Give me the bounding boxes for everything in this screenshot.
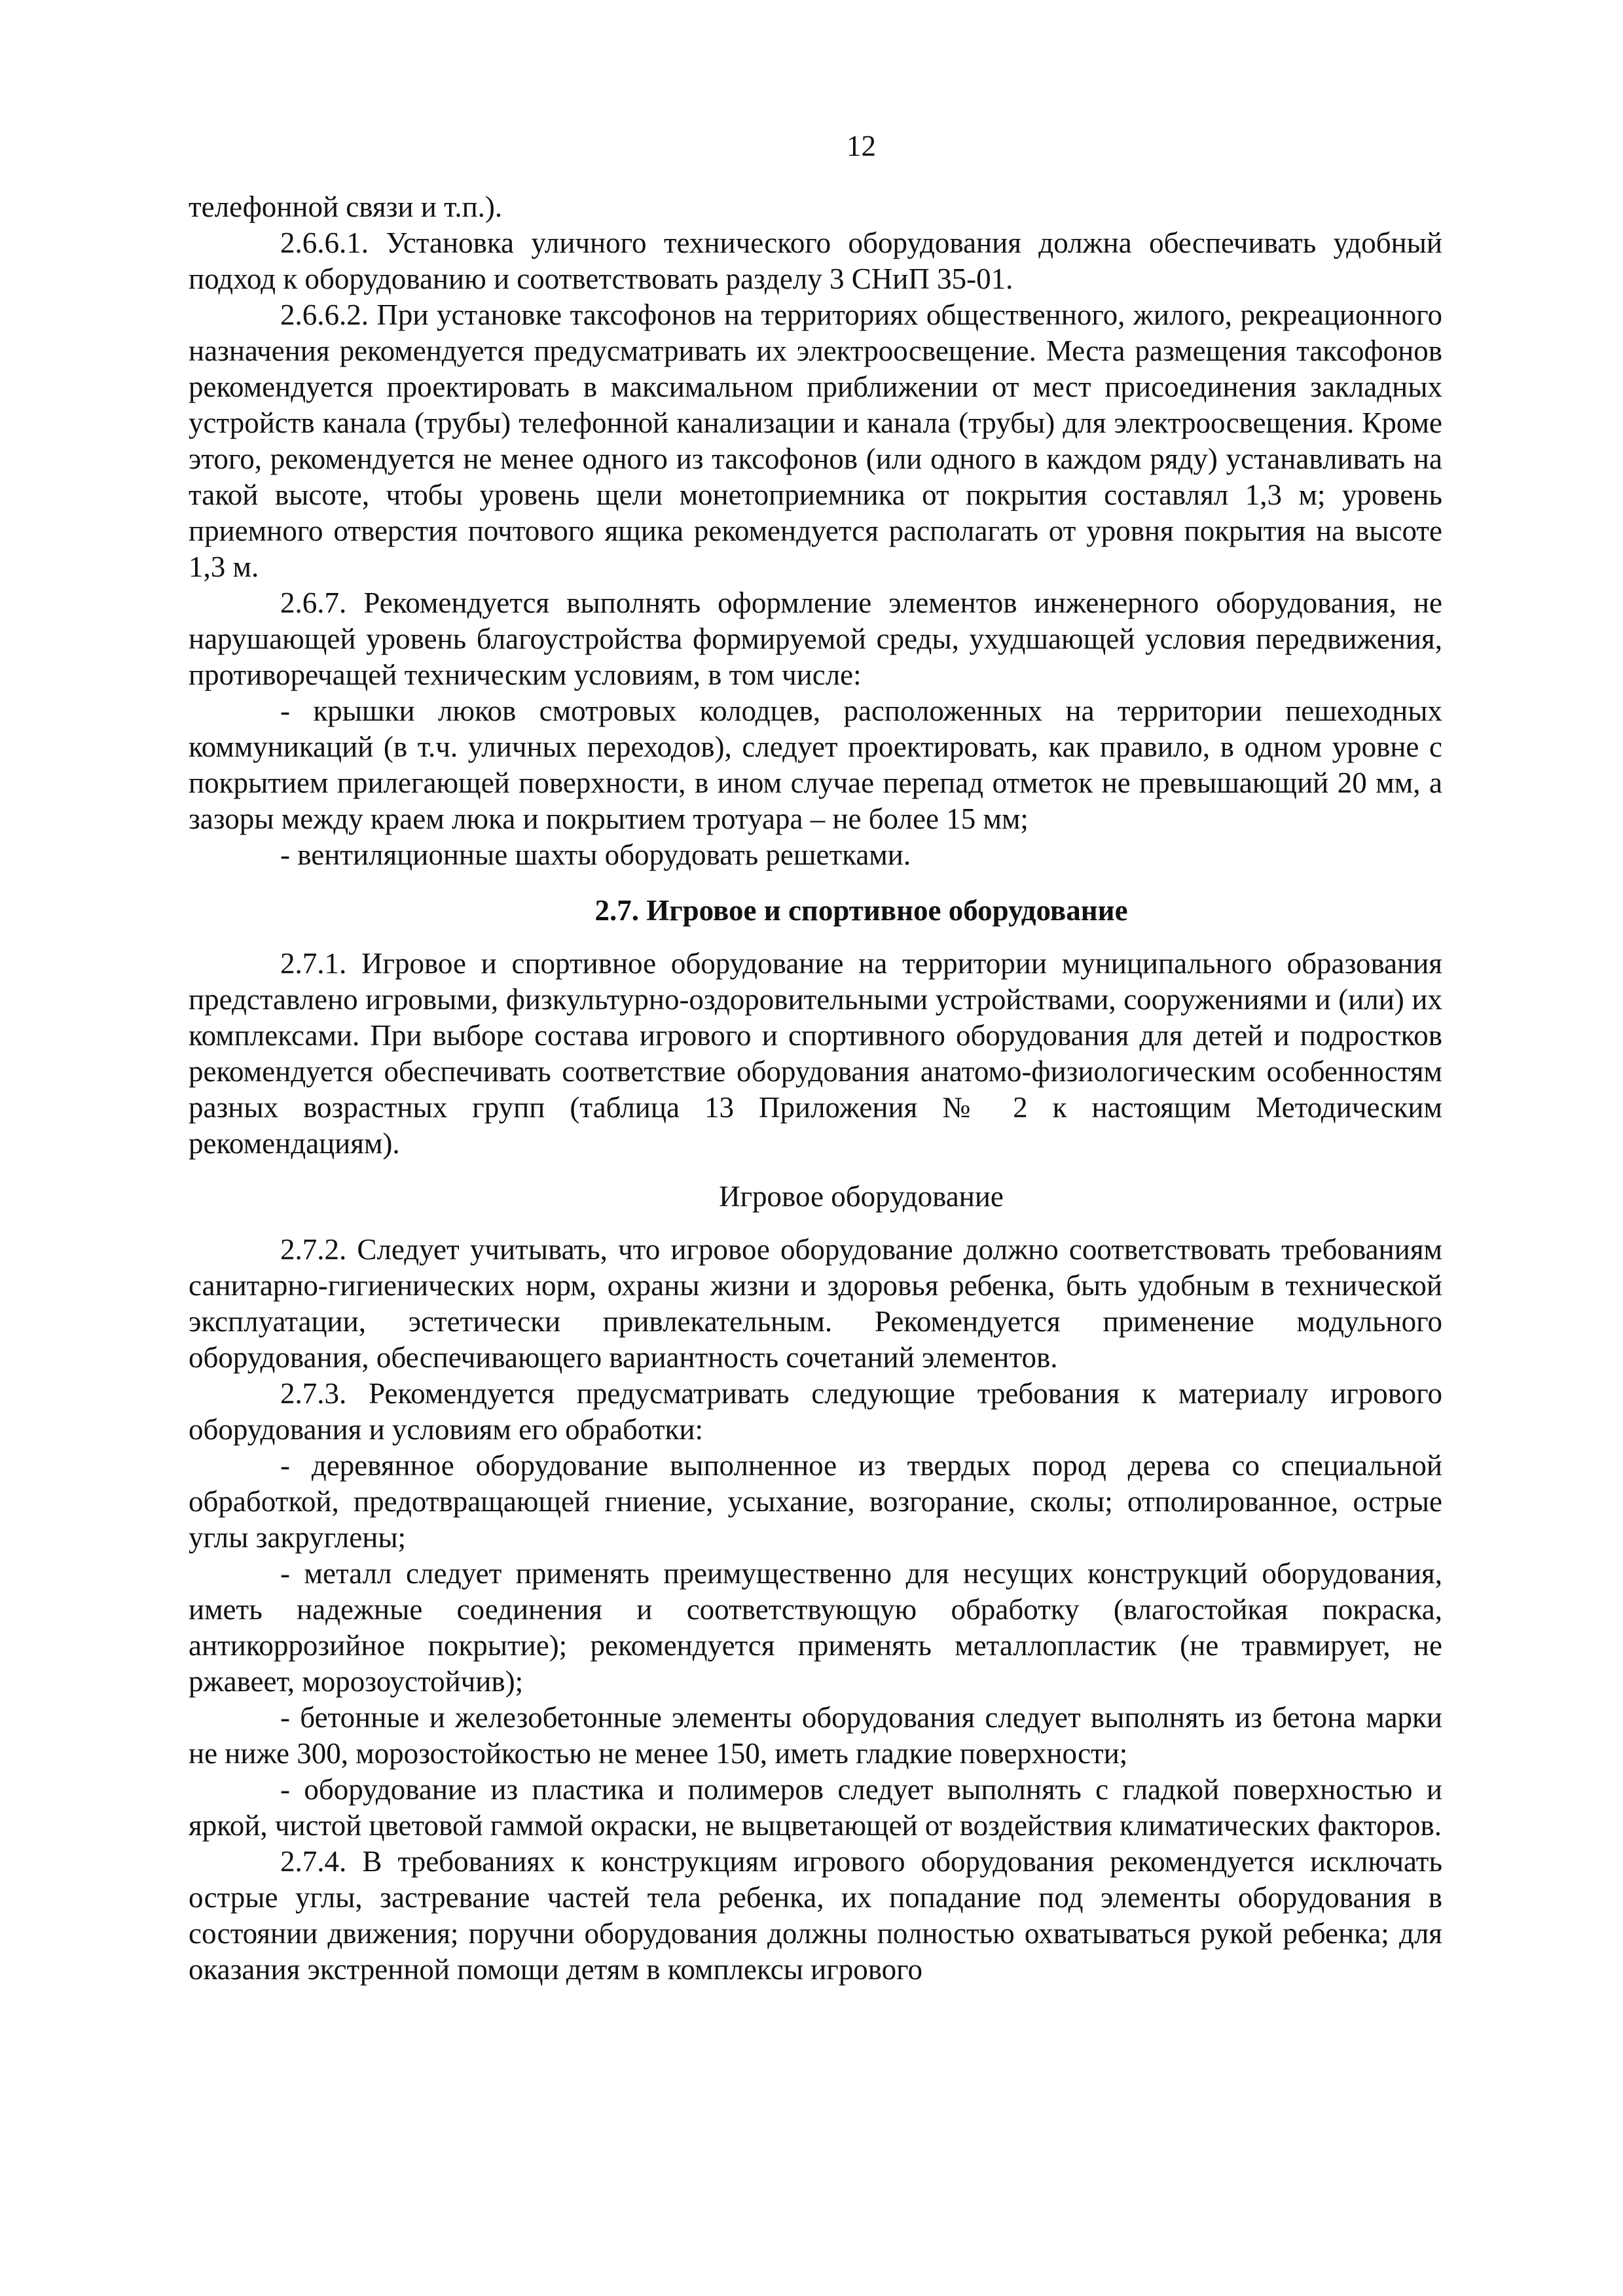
subsection-heading-play-equipment: Игровое оборудование [719, 1180, 1004, 1213]
paragraph-2-6-6-1: 2.6.6.1. Установка уличного технического оборудования должна обеспечивать удобный подход к оборудованию и соответствовать разделу 3 СНиП 35-01. [189, 226, 1442, 295]
list-item-wooden-equipment: - деревянное оборудование выполненное из твердых пород дерева со специальной обработкой, предотвращающей гниение, усыхание, возгорание, сколы; отполированное, острые углы закруглены; [189, 1449, 1442, 1554]
list-item-metal: - металл следует применять преимущественно для несущих конструкций оборудования, иметь надежные соединения и соответствующую обработку (влагостойкая покраска, антикоррозийное покрытие); рекомендуется применять металлопластик (не травмирует, не ржавеет, морозоустойчив); [189, 1557, 1442, 1698]
paragraph-2-7-1: 2.7.1. Игровое и спортивное оборудование на территории муниципального образования представлено игровыми, физкультурно-оздоровительными устройствами, сооружениями и (или) их комплексами. При выборе состава игрового и спортивного оборудования для детей и подростков рекомендуется обеспечивать соответствие оборудования анатомо-физиологическим особенностям разных возрастных групп (таблица 13 Приложения № 2 к настоящим Методическим рекомендациям). [189, 947, 1442, 1160]
page-number: 12 [847, 130, 876, 162]
paragraph-continuation: телефонной связи и т.п.). [189, 190, 503, 223]
list-item-concrete: - бетонные и железобетонные элементы оборудования следует выполнять из бетона марки не ниже 300, морозостойкостью не менее 150, иметь гладкие поверхности; [189, 1701, 1442, 1770]
list-item-plastic: - оборудование из пластика и полимеров следует выполнять с гладкой поверхностью и яркой, чистой цветовой гаммой окраски, не выцветающей от воздействия климатических факторов. [189, 1773, 1442, 1842]
paragraph-2-7-3: 2.7.3. Рекомендуется предусматривать следующие требования к материалу игрового оборудования и условиям его обработки: [189, 1377, 1442, 1446]
paragraph-2-6-6-2: 2.6.6.2. При установке таксофонов на территориях общественного, жилого, рекреационного назначения рекомендуется предусматривать их электроосвещение. Места размещения таксофонов рекомендуется проектировать в максимальном приближении от мест присоединения закладных устройств канала (трубы) телефонной канализации и канала (трубы) для электроосвещения. Кроме этого, рекомендуется не менее одного из таксофонов (или одного в каждом ряду) устанавливать на такой высоте, чтобы уровень щели монетоприемника от покрытия составлял 1,3 м; уровень приемного отверстия почтового ящика рекомендуется располагать от уровня покрытия на высоте 1,3 м. [189, 298, 1442, 583]
list-item-ventilation-shafts: - вентиляционные шахты оборудовать решетками. [280, 838, 911, 871]
list-item-manhole-covers: - крышки люков смотровых колодцев, расположенных на территории пешеходных коммуникаций (в т.ч. уличных переходов), следует проектировать, как правило, в одном уровне с покрытием прилегающей поверхности, в ином случае перепад отметок не превышающий 20 мм, а зазоры между краем люка и покрытием тротуара – не более 15 мм; [189, 694, 1442, 835]
paragraph-2-6-7: 2.6.7. Рекомендуется выполнять оформление элементов инженерного оборудования, не нарушающей уровень благоустройства формируемой среды, ухудшающей условия передвижения, противоречащей техническим условиям, в том числе: [189, 586, 1442, 691]
document-page [189, 128, 1442, 1988]
section-heading-2-7: 2.7. Игровое и спортивное оборудование [594, 894, 1128, 927]
paragraph-2-7-4: 2.7.4. В требованиях к конструкциям игрового оборудования рекомендуется исключать острые углы, застревание частей тела ребенка, их попадание под элементы оборудования в состоянии движения; поручни оборудования должны полностью охватываться рукой ребенка; для оказания экстренной помощи детям в комплексы игрового [189, 1845, 1442, 1986]
paragraph-2-7-2: 2.7.2. Следует учитывать, что игровое оборудование должно соответствовать требованиям санитарно-гигиенических норм, охраны жизни и здоровья ребенка, быть удобным в технической эксплуатации, эстетически привлекательным. Рекомендуется применение модульного оборудования, обеспечивающего вариантность сочетаний элементов. [189, 1233, 1442, 1374]
